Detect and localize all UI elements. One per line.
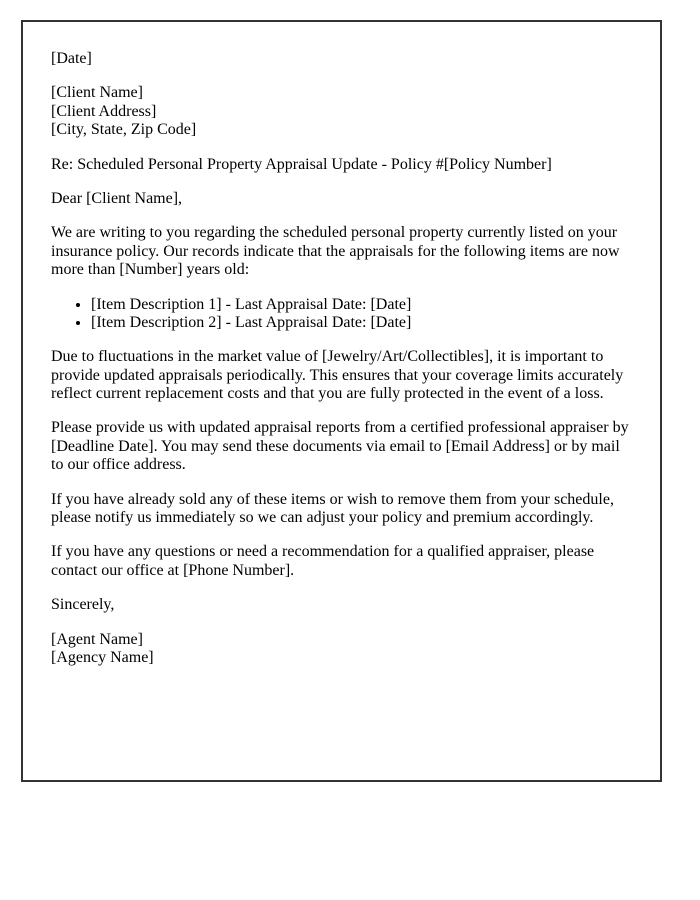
subject-line: Re: Scheduled Personal Property Appraisal Update - Policy #[Policy Number]: [51, 155, 552, 173]
body-paragraph-market-value: Due to fluctuations in the market value of [Jewelry/Art/Collectibles], it is important to provide updated appraisals periodically. This ensures that your coverage limits accurately reflect current replacement costs and that you are fully protected in the event of a loss.: [51, 348, 624, 403]
appraisal-item: • [Item Description 2] - Last Appraisal Date: [Date]: [91, 314, 632, 332]
recipient-city-state-zip-line: [City, State, Zip Code]: [51, 121, 197, 139]
agency-name-line: [Agency Name]: [51, 648, 154, 666]
body-paragraph-deadline: Please provide us with updated appraisal reports from a certified professional appraiser by [Deadline Date]. You may send these documents via email to [Email Address] or by mail to our office address.: [51, 419, 629, 474]
body-paragraph-questions: If you have any questions or need a recommendation for a qualified appraiser, please contact our office at [Phone Number].: [51, 543, 595, 579]
salutation-line: Dear [Client Name],: [51, 189, 183, 207]
appraisal-item: • [Item Description 1] - Last Appraisal Date: [Date]: [91, 296, 632, 314]
intro-paragraph: We are writing to you regarding the scheduled personal property currently listed on your insurance policy. Our records indicate that the appraisals for the following items are now more than [Number] years old:: [51, 224, 620, 279]
closing-line: Sincerely,: [51, 596, 115, 614]
signature-block: [51, 631, 632, 668]
letter-page: [21, 20, 662, 782]
recipient-block: [51, 84, 632, 139]
recipient-address-line: [Client Address]: [51, 102, 157, 120]
appraisal-items-list: [51, 296, 632, 333]
body-paragraph-sold-items: If you have already sold any of these items or wish to remove them from your schedule, please notify us immediately so we can adjust your policy and premium accordingly.: [51, 490, 614, 527]
date-line: [Date]: [51, 50, 92, 67]
recipient-name-line: [Client Name]: [51, 84, 143, 102]
agent-name-line: [Agent Name]: [51, 630, 143, 648]
